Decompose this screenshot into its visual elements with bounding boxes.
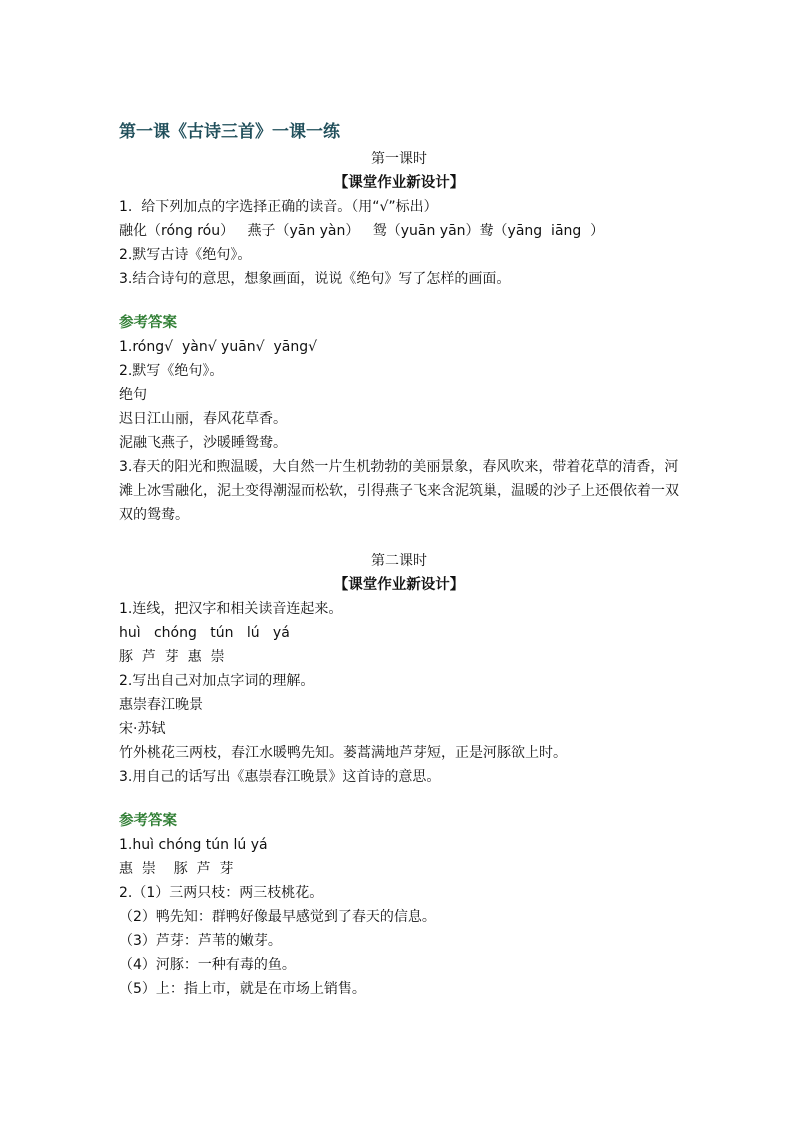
question-3: 3.用自己的话写出《惠崇春江晚景》这首诗的意思。: [119, 769, 441, 785]
poem-line-2: 泥融飞燕子，沙暖睡鸳鸯。: [119, 435, 287, 451]
page-title: 第一课《古诗三首》一课一练: [119, 122, 340, 142]
question-2: 2.默写古诗《绝句》。: [119, 247, 252, 263]
answer-2-item-5: （5）上：指上市，就是在市场上销售。: [119, 981, 366, 997]
section-heading-1: 【课堂作业新设计】: [333, 175, 465, 191]
session-2-label: 第二课时: [371, 553, 427, 569]
answer-2: 2.默写《绝句》。: [119, 363, 224, 379]
question-3: 3.结合诗句的意思，想象画面，说说《绝句》写了怎样的画面。: [119, 271, 511, 287]
answer-label-1: 参考答案: [119, 315, 177, 331]
character-row: 豚 芦 芽 惠 崇: [119, 649, 225, 665]
answer-1: 1.róng√ yàn√ yuān√ yāng√: [119, 339, 318, 355]
poem-author: 宋·苏轼: [119, 721, 166, 737]
answer-1-characters: 惠 崇 豚 芦 芽: [119, 861, 234, 877]
answer-2-item-3: （3）芦芽：芦苇的嫩芽。: [119, 933, 282, 949]
pinyin-row: huì chóng tún lú yá: [119, 625, 290, 641]
answer-2-item-2: （2）鸭先知：群鸭好像最早感觉到了春天的信息。: [119, 909, 436, 925]
poem-title: 绝句: [119, 387, 147, 403]
poem-title: 惠崇春江晚景: [119, 697, 203, 713]
section-heading-2: 【课堂作业新设计】: [333, 577, 465, 593]
question-1: 1. 给下列加点的字选择正确的读音。（用“√”标出）: [119, 199, 438, 215]
question-1-options: 融化（róng róu） 燕子（yān yàn） 鸳（yuān yān）鸯（yāng iāng ）: [119, 223, 605, 239]
question-2: 2.写出自己对加点字词的理解。: [119, 673, 315, 689]
question-1: 1.连线，把汉字和相关读音连起来。: [119, 601, 343, 617]
poem-line-1: 迟日江山丽，春风花草香。: [119, 411, 287, 427]
answer-label-2: 参考答案: [119, 813, 177, 829]
answer-1-pinyin: 1.huì chóng tún lú yá: [119, 837, 268, 853]
session-1-label: 第一课时: [371, 151, 427, 167]
answer-3: 3.春天的阳光和煦温暖，大自然一片生机勃勃的美丽景象，春风吹来，带着花草的清香，河滩上冰雪融化，泥土变得潮湿而松软，引得燕子飞来含泥筑巢，温暖的沙子上还偎依着一双双的鸳鸯。: [119, 459, 679, 523]
answer-2-item-4: （4）河豚：一种有毒的鱼。: [119, 957, 296, 973]
poem-text: 竹外桃花三两枝，春江水暖鸭先知。蒌蒿满地芦芽短，正是河豚欲上时。: [119, 745, 567, 761]
answer-2-item-1: 2.（1）三两只枝：两三枝桃花。: [119, 885, 324, 901]
worksheet-page: [119, 119, 679, 1001]
